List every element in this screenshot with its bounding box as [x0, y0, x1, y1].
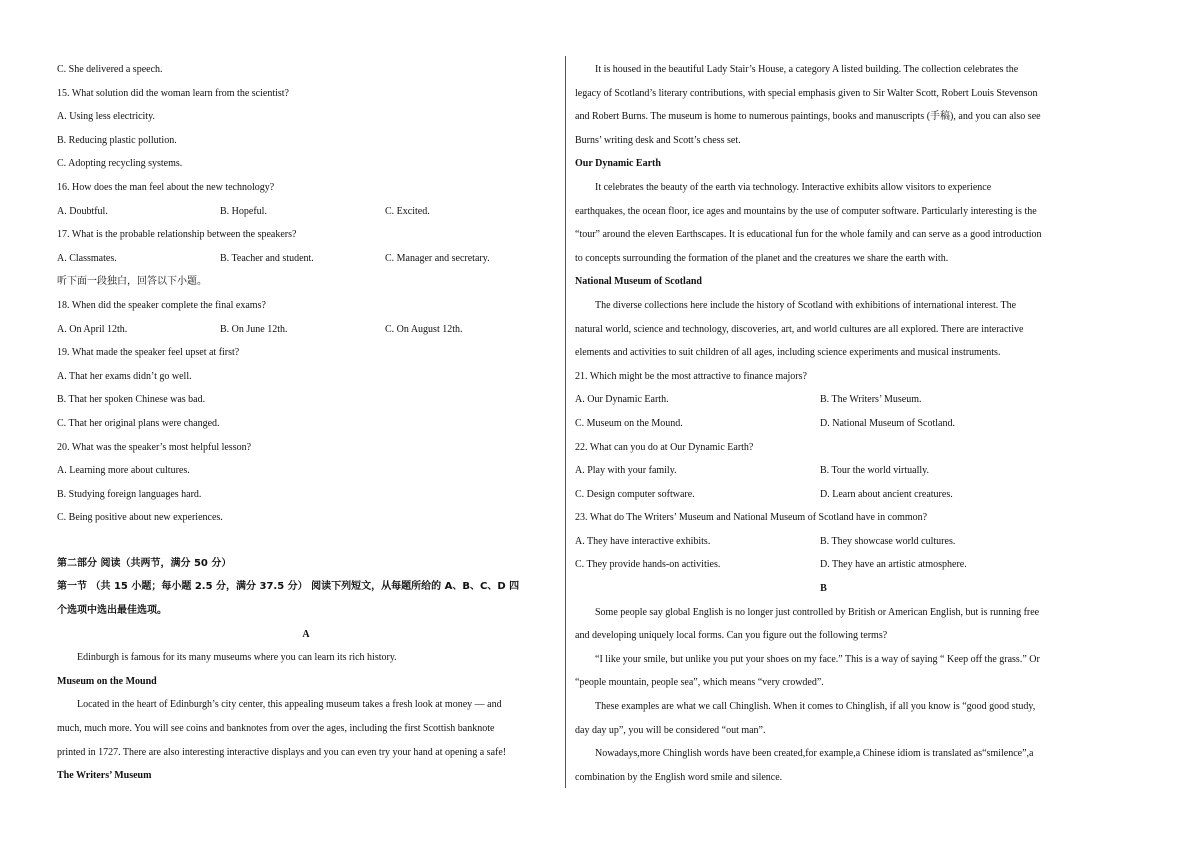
- column-divider: [565, 56, 566, 788]
- q23-option-a: A. They have interactive exhibits.: [575, 535, 711, 547]
- passage-a-label: A: [302, 628, 310, 640]
- national-museum-heading: National Museum of Scotland: [575, 276, 702, 288]
- q18-options: [57, 318, 555, 342]
- q20-option-a: A. Learning more about cultures.: [57, 465, 190, 477]
- writers-text-line1: It is housed in the beautiful Lady Stair’s House, a category A listed building. The collection celebrates the: [595, 64, 1019, 75]
- q22-option-a: A. Play with your family.: [575, 465, 677, 477]
- mound-text-line2: much, much more. You will see coins and banknotes from over the ages, including the first Scottish banknote: [57, 723, 495, 735]
- q21-option-d: D. National Museum of Scotland.: [820, 417, 955, 429]
- section1-instruction-line2: 个选项中选出最佳选项。: [57, 605, 167, 617]
- q23-option-b: B. They showcase world cultures.: [820, 535, 956, 547]
- q19-option-b: B. That her spoken Chinese was bad.: [57, 394, 206, 406]
- q23-option-d: D. They have an artistic atmosphere.: [820, 559, 967, 571]
- passage-b-line1: Some people say global English is no longer just controlled by British or American English, but is running free: [595, 606, 1040, 618]
- q16-question: 16. How does the man feel about the new technology?: [57, 181, 275, 193]
- earth-text-line4: to concepts surrounding the formation of the planet and the creatures we share the earth with.: [575, 252, 949, 264]
- q21-options-row2: [575, 412, 1072, 436]
- q23-options-row1: [575, 530, 1072, 554]
- passage-b-line7: Nowadays,more Chinglish words have been created,for example,a Chinese idiom is translated as“smilence”,a: [595, 748, 1034, 760]
- q18-option-c: C. On August 12th.: [385, 323, 463, 335]
- passage-b-line5: These examples are what we call Chinglish. When it comes to Chinglish, if all you know is “good good study,: [595, 701, 1036, 713]
- writers-museum-heading: The Writers’ Museum: [57, 770, 152, 782]
- passage-b-line4: “people mountain, people sea”, which means “very crowded”.: [575, 677, 824, 689]
- national-text-line1: The diverse collections here include the history of Scotland with exhibitions of international interest. The: [595, 299, 1017, 311]
- q23-question: 23. What do The Writers’ Museum and National Museum of Scotland have in common?: [575, 512, 928, 524]
- q16-option-b: B. Hopeful.: [220, 205, 267, 217]
- section1-instruction-line1: 第一节 （共 15 小题；每小题 2.5 分，满分 37.5 分） 阅读下列短文，从每题所给的 A、B、C、D 四: [57, 581, 520, 593]
- q21-options-row1: [575, 388, 1072, 412]
- national-text-line3: elements and activities to suit children of all ages, including science experiments and musical instruments.: [575, 347, 1001, 359]
- q23-options-row2: [575, 553, 1072, 577]
- q20-question: 20. What was the speaker’s most helpful lesson?: [57, 441, 252, 453]
- q21-option-a: A. Our Dynamic Earth.: [575, 394, 669, 406]
- q15-option-c: C. Adopting recycling systems.: [57, 158, 183, 170]
- q17-question: 17. What is the probable relationship between the speakers?: [57, 229, 297, 241]
- q16-option-a: A. Doubtful.: [57, 205, 108, 217]
- writers-text-line2: legacy of Scotland’s literary contributions, with special emphasis given to Sir Walter Scott, Robert Louis Stevenson: [575, 87, 1038, 99]
- q15-option-b: B. Reducing plastic pollution.: [57, 134, 177, 146]
- q22-options-row1: [575, 459, 1072, 483]
- q16-options: [57, 200, 555, 224]
- earth-text-line3: “tour” around the eleven Earthscapes. It is educational fun for the whole family and can serve as a good introduction: [575, 229, 1042, 241]
- q17-options: [57, 247, 555, 271]
- left-column: [57, 58, 555, 788]
- q19-option-a: A. That her exams didn’t go well.: [57, 370, 192, 382]
- passage-a-intro: Edinburgh is famous for its many museums where you can learn its rich history.: [77, 652, 397, 664]
- q21-option-b: B. The Writers’ Museum.: [820, 394, 922, 406]
- writers-text-line4: Burns’ writing desk and Scott’s chess set.: [575, 134, 741, 146]
- q22-option-d: D. Learn about ancient creatures.: [820, 488, 953, 500]
- monologue-instruction: 听下面一段独白，回答以下小题。: [57, 276, 207, 288]
- passage-b-line2: and developing uniquely local forms. Can you figure out the following terms?: [575, 630, 888, 642]
- q21-option-c: C. Museum on the Mound.: [575, 417, 683, 429]
- q18-question: 18. When did the speaker complete the final exams?: [57, 299, 266, 311]
- q19-option-c: C. That her original plans were changed.: [57, 417, 220, 429]
- dynamic-earth-heading: Our Dynamic Earth: [575, 158, 661, 170]
- q19-question: 19. What made the speaker feel upset at first?: [57, 347, 240, 359]
- passage-b-label: B: [820, 583, 827, 595]
- q22-option-b: B. Tour the world virtually.: [820, 465, 930, 477]
- q22-question: 22. What can you do at Our Dynamic Earth?: [575, 441, 754, 453]
- q20-option-b: B. Studying foreign languages hard.: [57, 488, 202, 500]
- q16-option-c: C. Excited.: [385, 205, 430, 217]
- q17-option-a: A. Classmates.: [57, 252, 117, 264]
- q18-option-b: B. On June 12th.: [220, 323, 288, 335]
- q14-option-c: C. She delivered a speech.: [57, 64, 163, 75]
- mound-text-line3: printed in 1727. There are also interesting interactive displays and you can even try your hand at opening a safe!: [57, 746, 507, 758]
- q21-question: 21. Which might be the most attractive to finance majors?: [575, 370, 807, 382]
- earth-text-line1: It celebrates the beauty of the earth via technology. Interactive exhibits allow visitors to experience: [595, 181, 992, 193]
- writers-text-line3: and Robert Burns. The museum is home to numerous paintings, books and manuscripts (手稿), and you can also see: [575, 111, 1041, 123]
- part2-title: 第二部分 阅读（共两节，满分 50 分）: [57, 557, 232, 569]
- mound-text-line1: Located in the heart of Edinburgh’s city center, this appealing museum takes a fresh look at money — and: [77, 699, 502, 711]
- q17-option-b: B. Teacher and student.: [220, 252, 314, 264]
- section-gap: [57, 530, 555, 552]
- q17-option-c: C. Manager and secretary.: [385, 252, 490, 264]
- passage-b-line3: “I like your smile, but unlike you put your shoes on my face.” This is a way of saying “ Keep off the grass.” Or: [595, 653, 1040, 665]
- museum-on-the-mound-heading: Museum on the Mound: [57, 675, 157, 687]
- q18-option-a: A. On April 12th.: [57, 323, 128, 335]
- national-text-line2: natural world, science and technology, discoveries, art, and world cultures are all explored. There are interactive: [575, 323, 1024, 335]
- earth-text-line2: earthquakes, the ocean floor, ice ages and mountains by the use of computer software. Particularly interesting is the: [575, 205, 1037, 217]
- q23-option-c: C. They provide hands-on activities.: [575, 559, 721, 571]
- q15-option-a: A. Using less electricity.: [57, 111, 155, 123]
- q22-option-c: C. Design computer software.: [575, 488, 695, 500]
- passage-b-line6: day day up”, you will be considered “out man”.: [575, 724, 766, 736]
- q20-option-c: C. Being positive about new experiences.: [57, 512, 223, 524]
- passage-b-line8: combination by the English word smile and silence.: [575, 771, 783, 783]
- q22-options-row2: [575, 483, 1072, 507]
- right-column: [575, 58, 1072, 789]
- q15-question: 15. What solution did the woman learn from the scientist?: [57, 87, 289, 99]
